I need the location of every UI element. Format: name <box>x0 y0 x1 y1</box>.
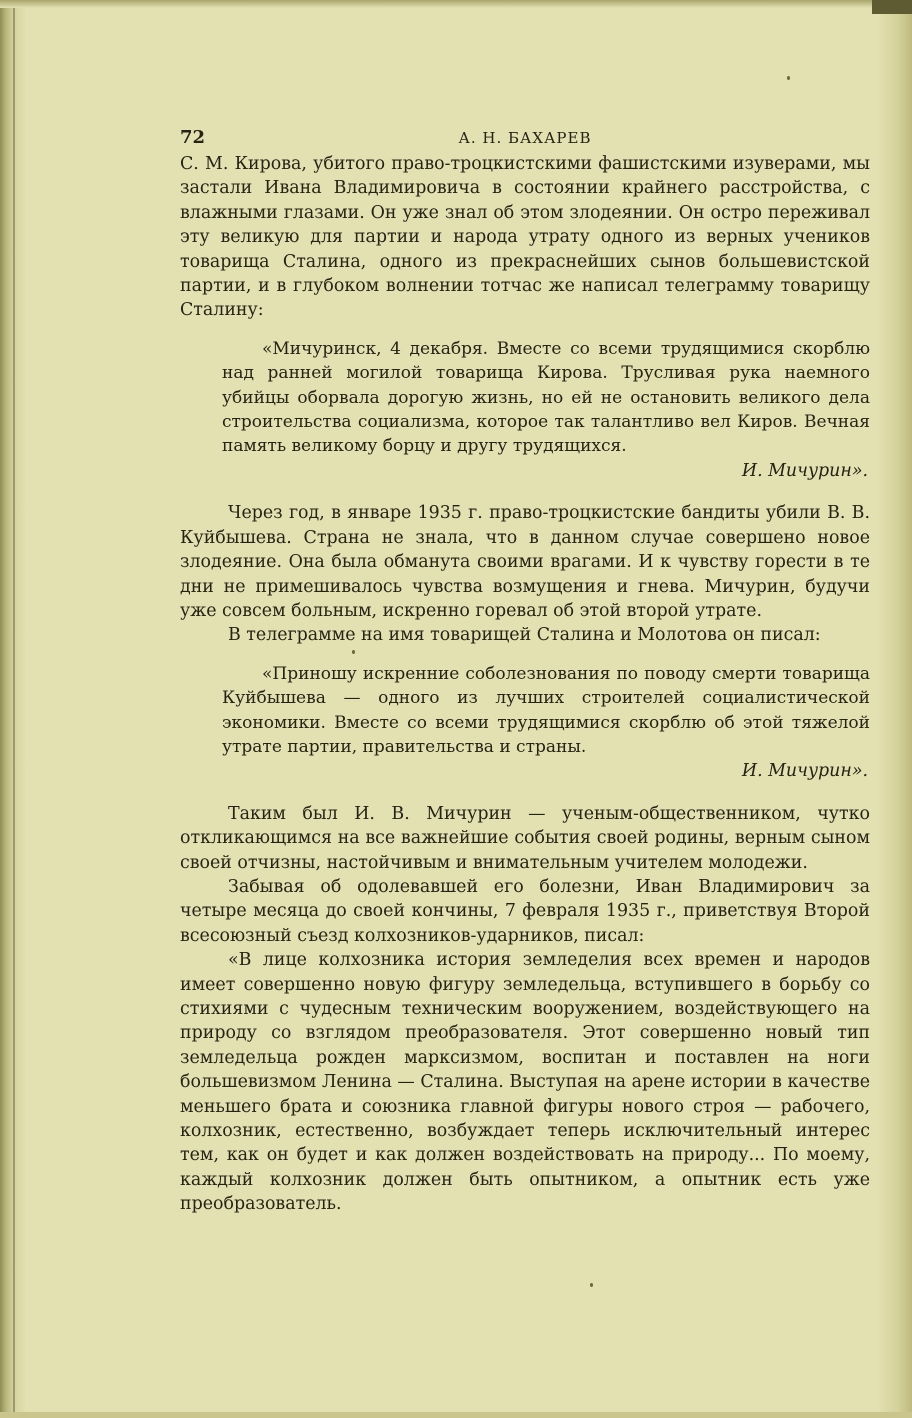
page-text <box>180 122 870 1217</box>
paragraph-telegram-intro: В телеграмме на имя товарищей Сталина и Молотова он писал: <box>228 625 821 646</box>
paragraph-kuibyshev: Через год, в январе 1935 г. право-троцкистские бандиты убили В. В. Куйбышева. Страна не знала, что в данном случае совершено новое злодеяние. Она была обманута своими врагами. И к чувству горести в те дни не примешивалось чувства возмущения и гнева. Мичурин, будучи уже совсем больным, искренно горевал об этой второй утрате. <box>180 503 870 621</box>
paragraph-michurin-character: Таким был И. В. Мичурин — ученым-общественником, чутко откликающимся на все важнейшие события своей родины, верным сыном своей отчизны, настойчивым и внимательным учителем молодежи. <box>180 803 870 873</box>
scan-corner-mark <box>872 0 912 14</box>
paragraph-kolkhoznik-quote: «В лице колхозника история земледелия всех времен и народов имеет совершенно новую фигуру земледельца, вступившего в борьбу со стихиями с чудесным техническим вооружением, воздействующего на природу со взглядом преобразователя. Этот совершенно новый тип земледельца рожден марксизмом, воспитан и поставлен на ноги большевизмом Ленина — Сталина. Выступая на арене истории в качестве меньшего брата и союзника главной фигуры нового строя — рабочего, колхозник, естественно, возбуждает теперь исключительный интерес тем, как он будет и как должен воздействовать на природу... По моему, каждый колхозник должен быть опытником, а опытник есть уже преобразователь. <box>180 950 870 1215</box>
page-binding-line <box>13 0 15 1418</box>
page-right-edge <box>878 0 912 1418</box>
running-head <box>180 122 870 152</box>
signature-michurin-1: И. Мичурин». <box>741 460 868 481</box>
page-number: 72 <box>180 127 206 148</box>
paragraph-kirov: С. М. Кирова, убитого право-троцкистскими фашистскими изуверами, мы застали Ивана Владимировича в состоянии крайнего расстройства, с влажными глазами. Он уже знал об этом злодеянии. Он остро переживал эту великую для партии и народа утрату одного из верных учеников товарища Сталина, одного из прекраснейших сынов большевистской партии, и в глубоком волнении тотчас же написал телеграмму товарищу Сталину: <box>180 154 870 321</box>
quote-telegram-kuibyshev: «Приношу искренние соболезнования по поводу смерти товарища Куйбышева — одного из лучших строителей социалистической экономики. Вместе со всеми трудящимися скорблю об этой тяжелой утрате партии, правительства и страны. <box>222 663 870 757</box>
paragraph-congress-greeting: Забывая об одолевавшей его болезни, Иван Владимирович за четыре месяца до своей кончины, 7 февраля 1935 г., приветствуя Второй всесоюзный съезд колхозников-ударников, писал: <box>180 876 870 946</box>
page-top-edge <box>0 0 912 8</box>
quote-telegram-kirov: «Мичуринск, 4 декабря. Вместе со всеми трудящимися скорблю над ранней могилой товарища Кирова. Трусливая рука наемного убийцы оборвала дорогую жизнь, но ей не остановить великого дела строительства социализма, которое так талантливо вел Киров. Вечная память великому борцу и другу трудящихся. <box>222 338 870 457</box>
page-bottom-edge <box>0 1412 912 1418</box>
running-head-author: А. Н. БАХАРЕВ <box>458 129 592 147</box>
paper-speck <box>787 76 790 80</box>
signature-michurin-2: И. Мичурин». <box>741 761 868 782</box>
paper-speck <box>590 1283 593 1287</box>
